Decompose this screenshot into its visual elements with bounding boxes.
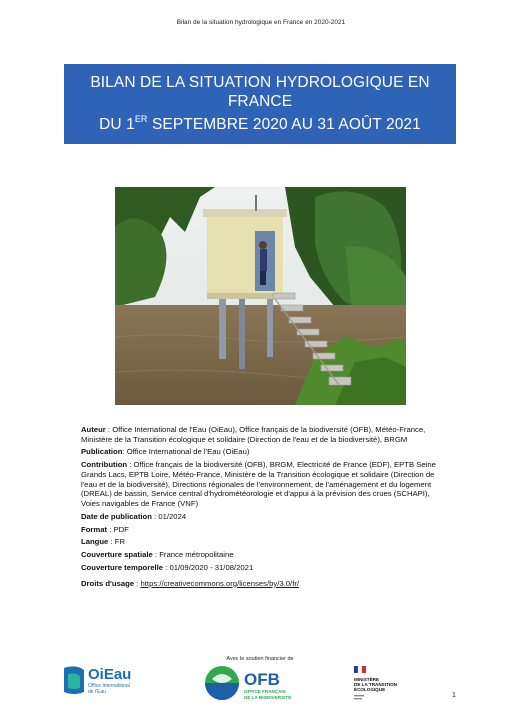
oieau-logo [62,664,148,696]
title-line-1: BILAN DE LA SITUATION HYDROLOGIQUE EN FRANCE [90,74,430,111]
meta-droits: Droits d'usage : https://creativecommons.org/licenses/by/3.0/fr/ [81,578,300,588]
svg-text:Office International: Office International [88,683,130,689]
meta-contribution: Contribution : Office français de la biodiversité (OFB), BRGM, Electricité de France (EDF), EPTB Seine Grands Lacs, EPTB Loire, Météo-France, Ministère de la Transition écologique et solidaire (Direction de l'eau et de la biodiversité), Directions régionales de l'environnement, de l'aménagement et du logement (DREAL) de bassin, Service central d'hydrométéorologie et d'appui à la prévision des crues (SCHAPI), Voies navigables de France (VNF) [81,460,436,508]
meta-couverture-temporelle: Couverture temporelle : 01/09/2020 - 31/08/2021 [81,563,254,573]
running-header: Bilan de la situation hydrologique en France en 2020-2021 [176,19,346,26]
meta-date: Date de publication : 01/2024 [81,511,187,521]
page-number: 1 [452,692,456,699]
svg-text:OFFICE FRANÇAIS: OFFICE FRANÇAIS [244,689,286,694]
svg-text:ÉCOLOGIQUE: ÉCOLOGIQUE [354,687,386,692]
support-label: Avec le soutien financier de [226,656,294,662]
ministere-logo [352,664,412,704]
svg-text:OFB: OFB [244,670,280,689]
meta-format: Format : PDF [81,524,129,534]
svg-text:DE LA TRANSITION: DE LA TRANSITION [354,682,397,687]
cover-photo-gauging-station [115,187,406,405]
meta-auteur: Auteur : Office International de l'Eau (OiEau), Office français de la biodiversité (OFB), Météo-France, Ministère de la Transition écologique et solidaire (Direction de l'eau et de la biodiversité), BRGM [81,425,426,444]
meta-publication: Publication: Office International de l'Eau (OiEau) [81,447,250,457]
meta-couverture-spatiale: Couverture spatiale : France métropolitaine [81,550,234,560]
svg-text:DE LA BIODIVERSITÉ: DE LA BIODIVERSITÉ [244,695,292,700]
license-link[interactable]: https://creativecommons.org/licenses/by/3.0/fr/ [140,578,300,588]
svg-text:MINISTÈRE: MINISTÈRE [354,677,380,682]
title-line-2: DU 1ER SEPTEMBRE 2020 AU 31 AOÛT 2021 [99,114,421,134]
title-banner [64,64,456,144]
metadata-block [81,425,439,592]
meta-langue: Langue : FR [81,537,126,547]
svg-text:de l'Eau: de l'Eau [88,689,106,695]
svg-text:OiEau: OiEau [88,666,132,683]
ofb-logo [204,665,320,701]
